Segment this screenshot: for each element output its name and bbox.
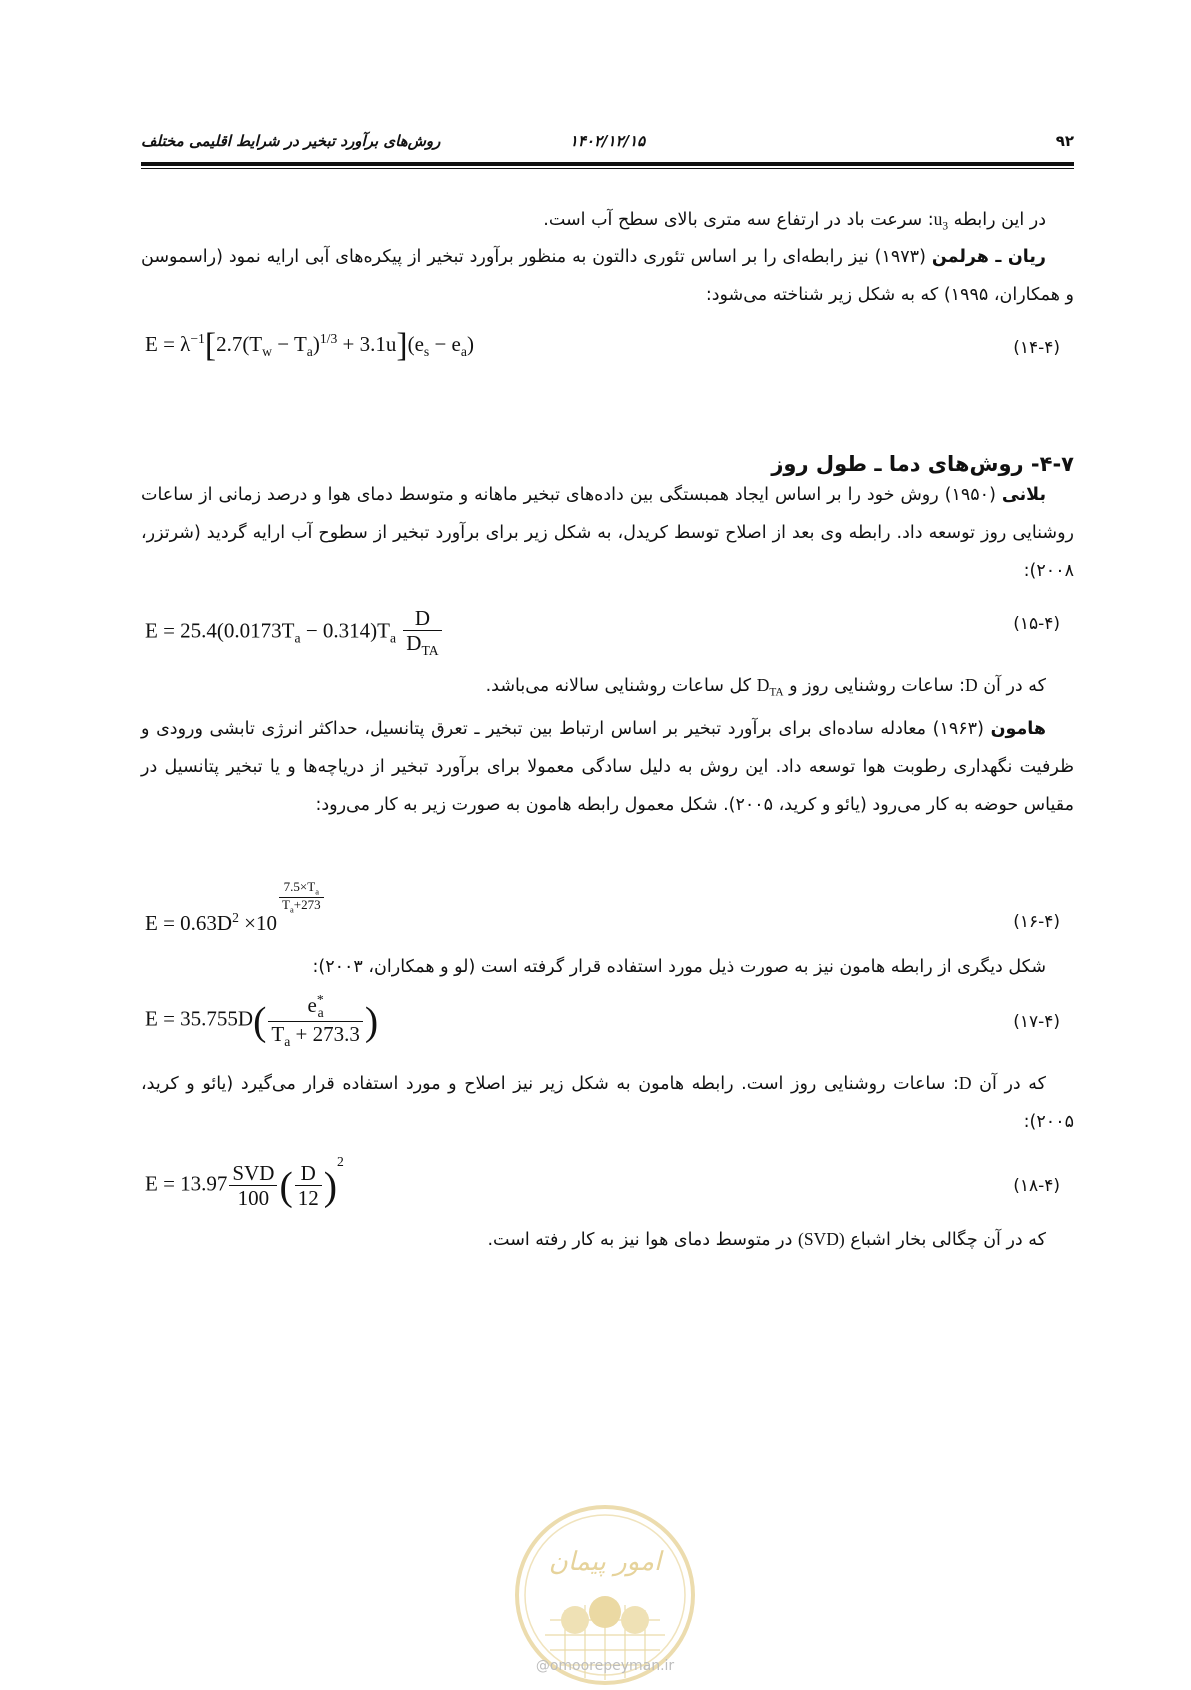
p4-var-dta: $D_{TA}$ — [756, 675, 784, 699]
p4-var-d: D — [964, 675, 978, 695]
page-number: ۹۲ — [1055, 132, 1074, 150]
equation-number-17-4: (۱۷-۴) — [1013, 1012, 1060, 1032]
header-rule-thick — [141, 162, 1074, 166]
paragraph-ryan-harleman — [141, 238, 1074, 314]
running-header — [141, 128, 1074, 158]
p7-var-d: D — [958, 1073, 972, 1093]
header-title: روش‌های برآورد تبخیر در شرایط اقلیمی مختلف — [141, 132, 441, 150]
equation-number-14-4: (۱۴-۴) — [1013, 338, 1060, 358]
paragraph-hamon-variant: شکل دیگری از رابطه هامون نیز به صورت ذیل مورد استفاده قرار گرفته است (لو و همکاران، ۲۰۰۳): — [312, 957, 1046, 977]
eq15-fraction: $\frac{D}{D_{TA}}$ — [403, 606, 441, 659]
equation-number-18-4: (۱۸-۴) — [1013, 1176, 1060, 1196]
paragraph-svd-definition: که در آن چگالی بخار اشباع (SVD) در متوسط دمای هوا نیز به کار رفته است. — [487, 1229, 1046, 1250]
header-rule-thin — [141, 168, 1074, 169]
paragraph-hamon — [141, 710, 1074, 824]
eq18-fraction-d: $\frac{D}{12}$ — [295, 1161, 322, 1210]
p5-text: (۱۹۶۳) معادله ساده‌ای برای برآورد تبخیر بر اساس ارتباط بین تبخیر ـ تعرق پتانسیل، حداکثر انرژی تابشی ورودی و ظرفیت نگهداری رطوبت هوا توسعه داد. این روش به دلیل سادگی معمولا برای برآورد تبخیر از دریاچه‌ها و یا تبخیر پتانسیل در مقیاس حوضه به کار می‌رود (یائو و کرید، ۲۰۰۵). شکل معمول رابطه هامون به صورت زیر به کار می‌رود: — [141, 719, 1074, 815]
p2-bold-author: ریان ـ هرلمن — [931, 247, 1046, 267]
paragraph-hamon-modified: که در آن D: ساعات روشنایی روز است. رابطه هامون به شکل زیر نیز اصلاح و مورد استفاده قرار می‌گیرد (یائو و کرید، ۲۰۰۵): — [141, 1073, 1074, 1132]
p8-var-svd: (SVD) — [798, 1229, 845, 1249]
equation-number-16-4: (۱۶-۴) — [1013, 912, 1060, 932]
equation-14-4: $E = \lambda^{-1}[2.7(T_w - T_a)^{1/3} + 3.1u](e_s - e_a)$ — [145, 327, 474, 364]
p1-var: $u_3$ — [933, 209, 949, 233]
section-heading: ۴-۷- روش‌های دما ـ طول روز — [771, 452, 1074, 476]
paragraph-blaney — [141, 476, 1074, 590]
p1-text-b: : سرعت باد در ارتفاع سه متری بالای سطح آب است. — [543, 210, 934, 230]
equation-17-4: E = 35.755D( $\frac{e^*_a}{T_a + 273.3}$ ) — [145, 992, 379, 1050]
p3-text: (۱۹۵۰) روش خود را بر اساس ایجاد همبستگی بین داده‌های تبخیر ماهانه و متوسط دمای هوا و درصد زمانی از ساعات روشنایی روز توسعه داد. رابطه وی بعد از اصلاح توسط کریدل، به شکل زیر برای برآورد تبخیر از سطوح آب ارایه گردید (شرتزر، ۲۰۰۸): — [141, 485, 1074, 581]
eq17-fraction: $\frac{e^*_a}{T_a + 273.3}$ — [268, 992, 362, 1050]
p2-text: (۱۹۷۳) نیز رابطه‌ای را بر اساس تئوری دالتون به منظور برآورد تبخیر از پیکره‌های آبی ارایه نمود (راسموسن و همکاران، ۱۹۹۵) که به شکل زیر شناخته می‌شود: — [141, 247, 1074, 305]
equation-16-4: $E = 0.63D^2 \times 10$ $\frac{7.5\times T_a}{T_a+273}$ — [145, 880, 326, 936]
equation-number-15-4: (۱۵-۴) — [1013, 614, 1060, 634]
p5-bold-author: هامون — [990, 719, 1047, 739]
p1-text-a: در این رابطه — [953, 210, 1046, 230]
watermark-url: @omoorepeyman.ir — [535, 1658, 675, 1674]
equation-18-4: E = 13.97 $\frac{\text{SVD}}{100}$ ( $\frac{D}{12}$ )$^2$ — [145, 1154, 344, 1211]
p3-bold-author: بلانی — [1001, 485, 1047, 505]
eq18-fraction-svd: $\frac{\text{SVD}}{100}$ — [229, 1161, 277, 1210]
equation-15-4: $E = 25.4(0.0173T_a - 0.314)T_a$ $\frac{D}{D_{TA}}$ — [145, 606, 444, 659]
header-date: ۱۴۰۲/۱۲/۱۵ — [569, 132, 646, 150]
eq16-exponent-fraction: $\frac{7.5\times T_a}{T_a+273}$ — [279, 880, 324, 916]
watermark-logo-text: امور پیمان — [548, 1547, 662, 1577]
paragraph-d-definition: که در آن D: ساعات روشنایی روز و $D_{TA}$ کل ساعات روشنایی سالانه می‌باشد. — [485, 675, 1046, 699]
